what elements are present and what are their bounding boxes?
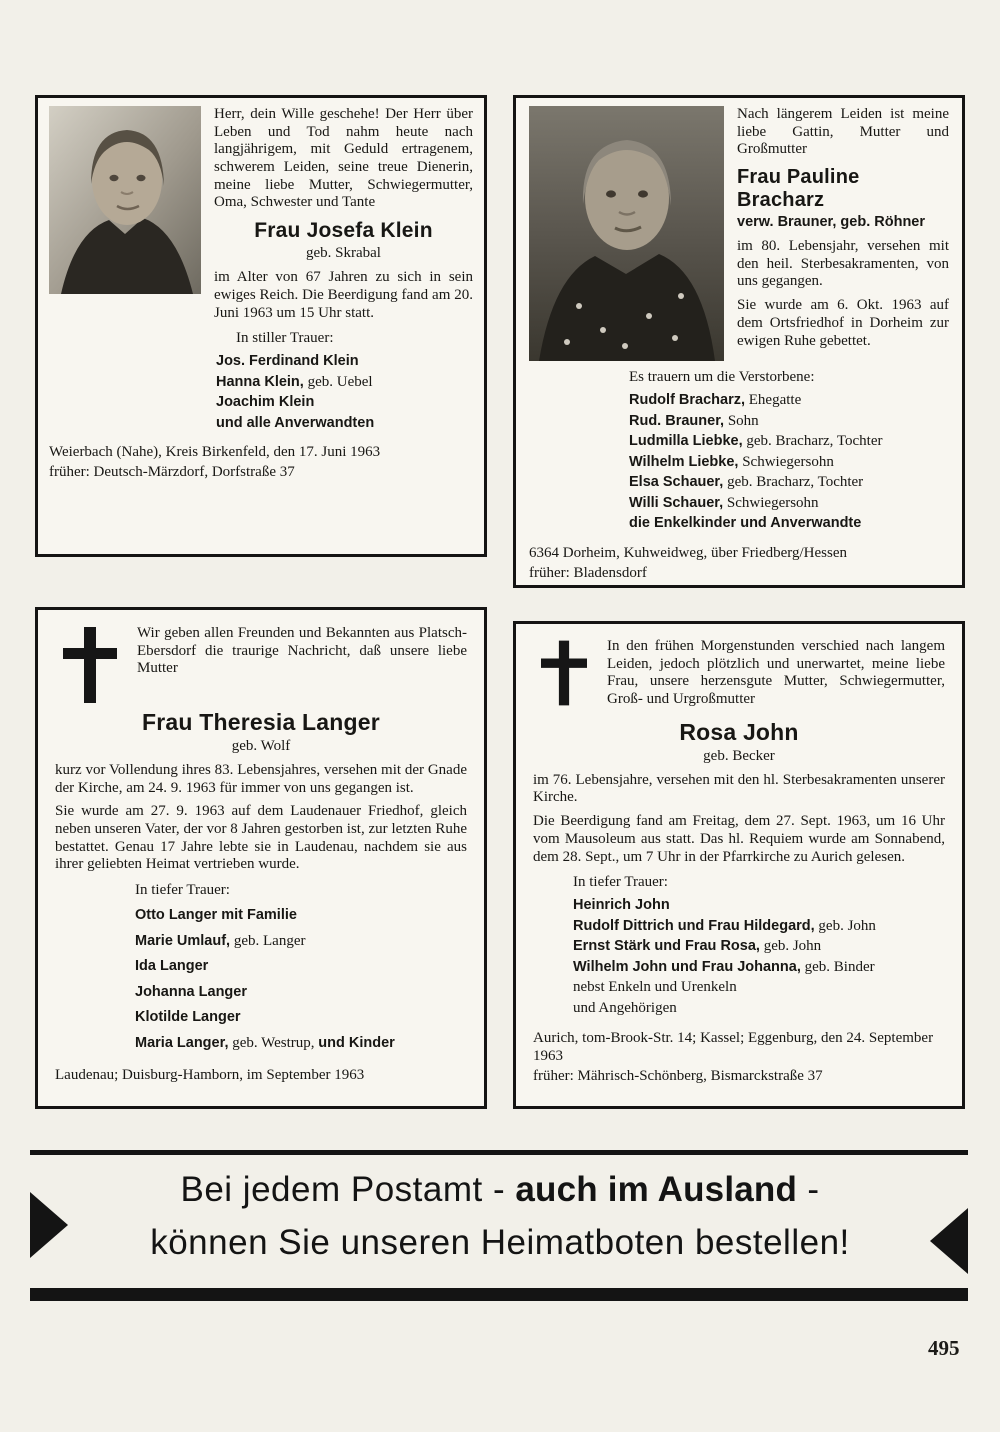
mourner-note: geb. Langer — [230, 932, 306, 949]
mourner-note: geb. Binder — [800, 958, 875, 975]
mourners-list — [573, 895, 945, 1018]
mourner-row — [629, 431, 949, 452]
mourner-row — [573, 998, 945, 1019]
deceased-name: Frau Josefa Klein — [254, 219, 433, 243]
mourner-name: Ludmilla Liebke, — [629, 433, 743, 450]
mourner-name: Marie Umlauf, — [135, 932, 231, 949]
obituary-notice-klein — [35, 95, 487, 557]
mourners-block — [629, 369, 949, 534]
mourner-row — [629, 472, 949, 493]
mourner-row — [135, 954, 467, 980]
mourner-name: Heinrich John — [573, 897, 670, 914]
photo-text-row — [49, 106, 473, 433]
mourner-name: Rudolf Dittrich und Frau Hildegard, — [573, 917, 815, 934]
obituary-notice-langer — [35, 607, 487, 1109]
maiden-name: geb. Becker — [703, 747, 775, 764]
mourner-note: geb. Bracharz, Tochter — [742, 433, 883, 450]
mourner-name: und alle Anverwandten — [216, 414, 375, 431]
mourner-note: geb. John — [759, 938, 822, 955]
cross-icon — [63, 627, 117, 703]
obituary-former-address: früher: Mährisch-Schönberg, Bismarckstraße 37 — [533, 1067, 823, 1084]
obituary-place-date: Weierbach (Nahe), Kreis Birkenfeld, den 17. Juni 1963 — [49, 444, 381, 461]
mourner-note: geb. John — [814, 917, 876, 934]
obituary-intro: Wir geben allen Freunden und Bekannten aus Platsch-Ebersdorf die traurige Nachricht, daß unsere liebe Mutter — [137, 625, 467, 677]
deceased-name: Frau Pauline Bracharz — [737, 166, 860, 212]
arrow-left-icon — [930, 1208, 968, 1274]
mourning-label: In tiefer Trauer: — [135, 882, 230, 899]
deceased-name: Frau Theresia Langer — [142, 709, 380, 735]
mourner-note: Ehegatte — [745, 392, 802, 408]
mourner-name: Rudolf Bracharz, — [629, 392, 746, 408]
mourning-label: Es trauern um die Verstorbene: — [629, 369, 815, 385]
mourner-row — [629, 452, 949, 473]
banner-text-normal: Bei jedem Postamt - — [180, 1170, 516, 1209]
mourner-row — [573, 957, 945, 978]
mourner-name: Johanna Langer — [135, 983, 247, 1000]
banner-line-1 — [85, 1172, 915, 1207]
mourner-row — [135, 929, 467, 955]
mourner-name: Otto Langer mit Familie — [135, 907, 297, 924]
obituary-intro: Herr, dein Wille geschehe! Der Herr über Leben und Tod nahm heute nach langjährigem, mit Geduld ertragenem, schwerem Leiden, seine treue Dienerin, meine liebe Mutter, Schwiegermutter, Oma, Schwester und Tante — [214, 106, 473, 211]
portrait-photo-klein — [49, 106, 201, 294]
mourner-name: Rud. Brauner, — [629, 412, 725, 429]
arrow-right-icon — [30, 1192, 68, 1258]
portrait-photo-bracharz — [529, 106, 724, 361]
mourner-name: Elsa Schauer, — [629, 474, 724, 491]
mourner-row — [629, 513, 949, 534]
mourner-row — [573, 895, 945, 916]
mourner-note: nebst Enkeln und Urenkeln — [573, 979, 737, 996]
obituary-body: im 80. Lebensjahr, versehen mit den heil. Sterbesakramenten, von uns gegangen. — [737, 238, 949, 290]
mourner-row — [629, 493, 949, 514]
mourner-note: geb. Westrup, — [228, 1034, 319, 1051]
mourner-row — [216, 392, 473, 413]
obituary-intro: Nach längerem Leiden ist meine liebe Gattin, Mutter und Großmutter — [737, 106, 949, 158]
mourner-row — [135, 980, 467, 1006]
mourner-note: Schwiegersohn — [723, 494, 819, 511]
obituary-body: im 76. Lebensjahre, versehen mit den hl. Sterbesakramenten unserer Kirche. — [533, 771, 945, 806]
mourner-note: geb. Uebel — [303, 373, 373, 390]
mourner-note: Sohn — [724, 412, 759, 429]
mourner-row — [573, 916, 945, 937]
obituary-body: kurz vor Vollendung ihres 83. Lebensjahres, versehen mit der Gnade der Kirche, am 24. 9. 1963 für immer von uns gegangen ist. — [55, 762, 467, 796]
mourner-row — [216, 413, 473, 434]
mourner-row — [216, 372, 473, 393]
mourner-name: Hanna Klein, — [216, 373, 304, 390]
mourner-row — [135, 1031, 467, 1057]
mourner-row — [573, 977, 945, 998]
mourners-list — [629, 390, 949, 534]
obituary-former-address: früher: Bladensdorf — [529, 564, 647, 581]
maiden-name: geb. Wolf — [231, 738, 291, 754]
maiden-name: geb. Skrabal — [306, 245, 381, 262]
photo-text-row — [529, 106, 949, 361]
mourner-note: und Angehörigen — [573, 1000, 677, 1016]
page-number: 495 — [928, 1336, 960, 1360]
banner-text-normal: - — [797, 1170, 820, 1209]
deceased-name: Rosa John — [679, 718, 799, 745]
mourner-row — [573, 936, 945, 957]
mourner-name: Ida Langer — [135, 958, 209, 975]
banner-line-2: können Sie unseren Heimatboten bestellen! — [150, 1223, 850, 1262]
mourner-note: Schwiegersohn — [738, 453, 834, 470]
mourner-row — [135, 903, 467, 929]
cross-icon — [541, 640, 587, 706]
mourner-row — [216, 351, 473, 372]
obituary-former-address: früher: Deutsch-Märzdorf, Dorfstraße 37 — [49, 464, 295, 481]
mourner-name: Wilhelm Liebke, — [629, 453, 739, 470]
obituary-notice-bracharz — [513, 95, 965, 588]
banner-bottom-rule — [30, 1288, 968, 1301]
mourner-note: geb. Bracharz, Tochter — [723, 474, 864, 491]
obituary-place-date: Aurich, tom-Brook-Str. 14; Kassel; Eggenburg, den 24. September 1963 — [533, 1029, 934, 1064]
mourner-name: Klotilde Langer — [135, 1009, 241, 1026]
mourning-label: In stiller Trauer: — [236, 330, 334, 347]
mourner-name: Willi Schauer, — [629, 494, 724, 511]
obituary-body: Sie wurde am 27. 9. 1963 auf dem Laudenauer Friedhof, gleich neben unseren Vater, der vor 8 Jahren gestorben ist, zur letzten Ruhe bestattet. Genau 17 Jahre lebte sie in Laudenau, nachdem sie aus ihrer geliebten Heimat vertrieben wurde. — [55, 803, 467, 873]
obituary-body: Die Beerdigung fand am Freitag, dem 27. Sept. 1963, um 16 Uhr vom Mausoleum aus statt. Das hl. Requiem wurde am Sonnabend, dem 28. Sept., um 7 Uhr in der Pfarrkirche zu Aurich gelesen. — [533, 813, 945, 865]
obituary-body: im Alter von 67 Jahren zu sich in sein ewiges Reich. Die Beerdigung fand am 20. Juni 1963 um 15 Uhr statt. — [214, 269, 473, 321]
maiden-name: verw. Brauner, geb. Röhner — [737, 214, 926, 231]
mourner-name: Jos. Ferdinand Klein — [216, 353, 359, 370]
obituary-notice-john — [513, 621, 965, 1109]
mourner-row — [629, 411, 949, 432]
mourner-row — [135, 1005, 467, 1031]
mourner-name: Ernst Stärk und Frau Rosa, — [573, 938, 760, 955]
subscription-banner — [85, 1172, 915, 1278]
mourner-name: Wilhelm John und Frau Johanna, — [573, 958, 801, 975]
mourners-list — [135, 903, 467, 1056]
mourner-name-extra: und Kinder — [318, 1034, 395, 1051]
mourning-label: In tiefer Trauer: — [573, 874, 668, 891]
mourner-name: die Enkelkinder und Anverwandte — [629, 515, 862, 532]
mourner-name: Maria Langer, — [135, 1034, 229, 1051]
mourners-list — [216, 351, 473, 433]
mourner-row — [629, 390, 949, 411]
banner-top-rule — [30, 1150, 968, 1155]
mourner-name: Joachim Klein — [216, 394, 315, 411]
banner-text-bold: auch im Ausland — [515, 1170, 798, 1209]
obituary-intro: In den frühen Morgenstunden verschied nach langem Leiden, jedoch plötzlich und unerwartet, meine liebe Frau, unsere herzensgute Mutter, Schwiegermutter, Groß- und Urgroßmutter — [607, 638, 945, 708]
obituary-place-date: Laudenau; Duisburg-Hamborn, im September 1963 — [55, 1067, 365, 1084]
obituary-body: Sie wurde am 6. Okt. 1963 auf dem Ortsfriedhof in Dorheim zur ewigen Ruhe gebettet. — [737, 297, 949, 349]
obituary-place-date: 6364 Dorheim, Kuhweidweg, über Friedberg/Hessen — [529, 544, 847, 561]
